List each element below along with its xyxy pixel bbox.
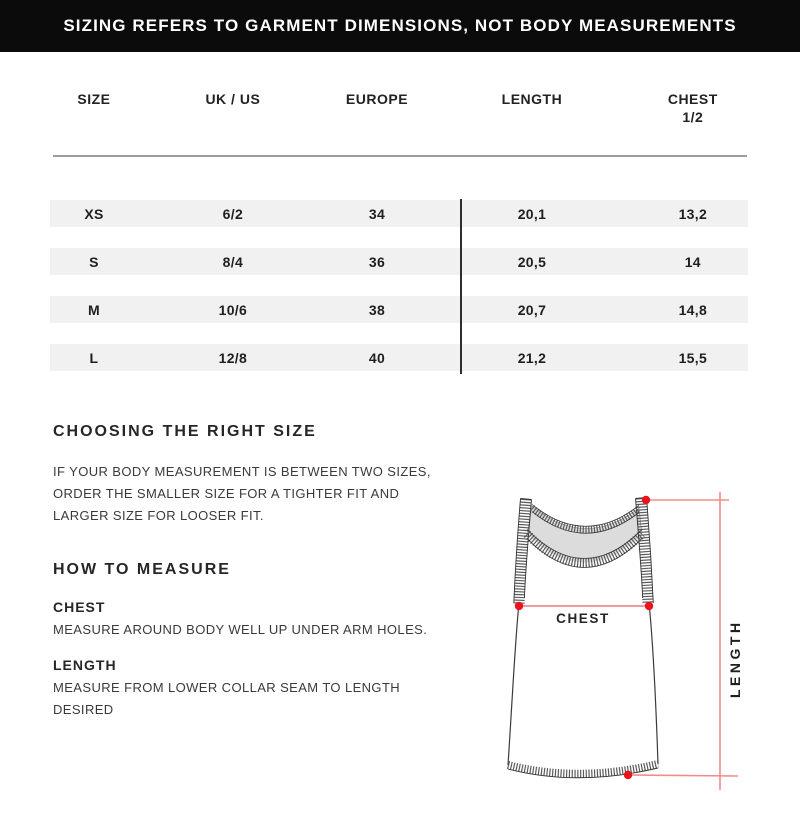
- cell-europe: 38: [368, 301, 386, 318]
- cell-chest: 13,2: [678, 205, 708, 222]
- how-to-measure-heading: HOW TO MEASURE: [53, 561, 231, 578]
- cell-europe: 34: [368, 205, 386, 222]
- table-row-m: [50, 296, 748, 323]
- column-header-size: SIZE: [77, 91, 111, 107]
- header-divider-rule: [53, 155, 747, 157]
- cell-chest: 14,8: [678, 301, 708, 318]
- column-header-uk-us: UK / US: [205, 91, 261, 107]
- table-column-divider-line: [460, 199, 462, 374]
- chest-right-marker-dot: [645, 602, 653, 610]
- cell-chest: 15,5: [678, 349, 708, 366]
- measure-length-text: [53, 677, 400, 721]
- hem-marker-dot: [624, 771, 632, 779]
- cell-length: 20,1: [517, 205, 547, 222]
- length-bottom-extension-line: [628, 775, 738, 776]
- column-header-chest-line1: CHEST: [667, 91, 718, 107]
- front-panel: [508, 534, 658, 773]
- diagram-length-label: LENGTH: [727, 619, 743, 698]
- cell-size: XS: [84, 205, 104, 222]
- measure-length-line2: DESIRED: [53, 702, 114, 717]
- cell-uk-us: 6/2: [222, 205, 244, 222]
- measure-chest-label: CHEST: [53, 599, 106, 615]
- right-strap-outer-edge: [647, 498, 654, 604]
- tank-top-illustration: [470, 470, 800, 817]
- sizing-notice-text: SIZING REFERS TO GARMENT DIMENSIONS, NOT BODY MEASUREMENTS: [63, 16, 737, 35]
- table-row-s: [50, 248, 748, 275]
- cell-europe: 36: [368, 253, 386, 270]
- measure-length-label: LENGTH: [53, 657, 117, 673]
- table-row-xs: [50, 200, 748, 227]
- cell-uk-us: 8/4: [222, 253, 244, 270]
- size-table-header: [50, 90, 748, 126]
- table-row-l: [50, 344, 748, 371]
- column-header-chest-line2: 1/2: [682, 109, 704, 125]
- choosing-size-line2: ORDER THE SMALLER SIZE FOR A TIGHTER FIT AND: [53, 486, 400, 501]
- chest-left-marker-dot: [515, 602, 523, 610]
- cell-length: 20,5: [517, 253, 547, 270]
- choosing-size-line3: LARGER SIZE FOR LOOSER FIT.: [53, 508, 264, 523]
- cell-length: 21,2: [517, 349, 547, 366]
- choosing-size-line1: IF YOUR BODY MEASUREMENT IS BETWEEN TWO SIZES,: [53, 464, 431, 479]
- cell-chest: 14: [684, 253, 701, 270]
- cell-length: 20,7: [517, 301, 547, 318]
- measure-length-line1: MEASURE FROM LOWER COLLAR SEAM TO LENGTH: [53, 680, 401, 695]
- sizing-notice-banner: [0, 0, 800, 52]
- measure-chest-text: [53, 619, 427, 641]
- cell-uk-us: 12/8: [218, 349, 248, 366]
- cell-size: M: [87, 301, 100, 318]
- left-strap-outer-edge: [514, 499, 521, 604]
- choosing-size-paragraph: [53, 461, 431, 527]
- measure-chest-line1: MEASURE AROUND BODY WELL UP UNDER ARM HOLES.: [53, 622, 428, 637]
- column-header-chest: [638, 90, 748, 126]
- cell-size: L: [89, 349, 99, 366]
- cell-uk-us: 10/6: [218, 301, 248, 318]
- cell-size: S: [89, 253, 99, 270]
- cell-europe: 40: [368, 349, 386, 366]
- choosing-size-heading: CHOOSING THE RIGHT SIZE: [53, 423, 317, 440]
- diagram-chest-label: CHEST: [556, 611, 610, 626]
- tank-top-measurement-diagram: [470, 470, 800, 817]
- shoulder-marker-dot: [642, 496, 650, 504]
- column-header-europe: EUROPE: [345, 91, 409, 107]
- column-header-length: LENGTH: [501, 91, 563, 107]
